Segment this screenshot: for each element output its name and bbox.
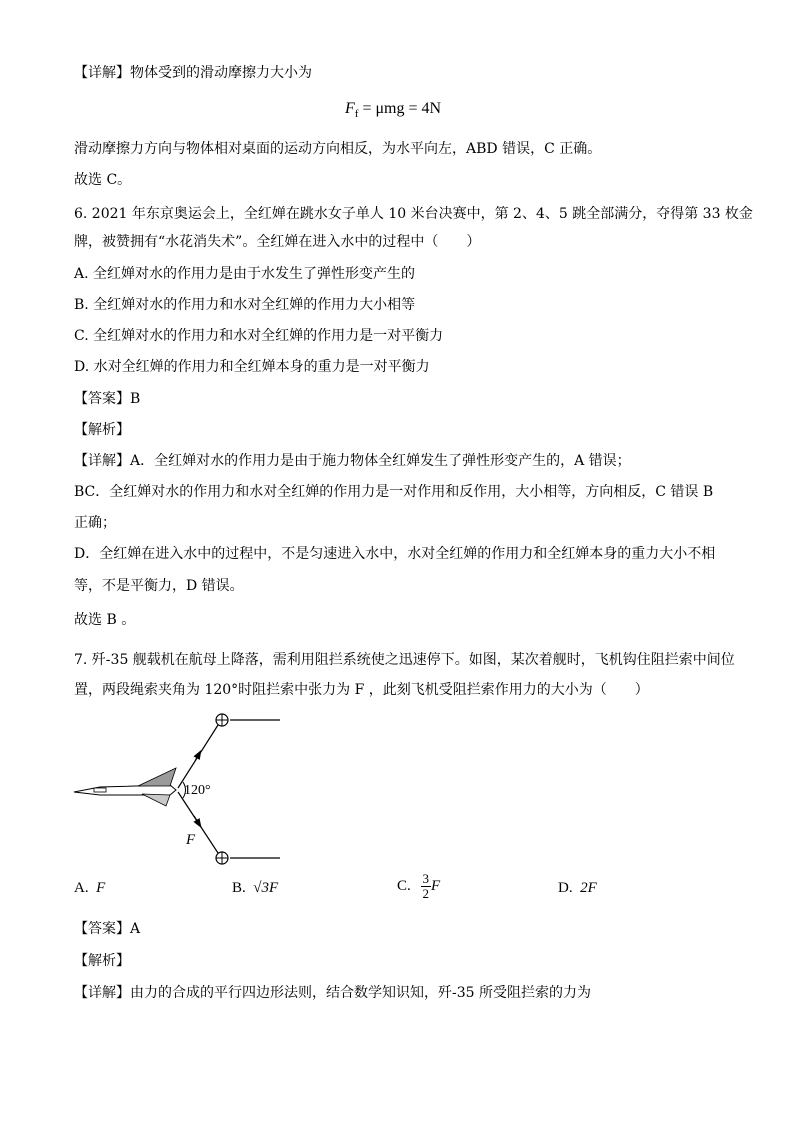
explanation-text: D．全红婵在进入水中的过程中，不是匀速进入水中，水对全红婵的作用力和全红婵本身的重力大小不相 [74, 546, 716, 562]
fraction-denominator: 2 [422, 886, 430, 901]
choice-a-value: F [96, 880, 106, 896]
choice-a [74, 880, 105, 897]
option-d: D. 水对全红婵的作用力和全红婵本身的重力是一对平衡力 [74, 359, 430, 375]
explanation-text: 【详解】A．全红婵对水的作用力是由于施力物体全红婵发生了弹性形变产生的，A 错误； [74, 453, 631, 469]
answer-conclusion: 故选 B 。 [74, 612, 136, 628]
question-7-stem: 7. 歼-35 舰载机在航母上降落，需利用阻拦系统使之迅速停下。如图，某次着舰时，飞机钩住阻拦索中间位 [74, 652, 735, 668]
explanation-text: 正确； [74, 515, 116, 531]
choice-d-label: D. [558, 880, 573, 896]
explanation-text: 等，不是平衡力，D 错误。 [74, 578, 244, 594]
explanation-text: 【详解】物体受到的滑动摩擦力大小为 [74, 65, 312, 81]
explanation-text: BC．全红婵对水的作用力和水对全红婵的作用力是一对作用和反作用，大小相等，方向相反，C 错误 B [74, 484, 714, 500]
choice-d-value: 2F [580, 880, 597, 896]
analysis-label: 【解析】 [74, 422, 130, 438]
choice-c [397, 872, 440, 901]
friction-formula [345, 100, 441, 120]
choice-b-value: √3F [253, 880, 279, 896]
force-label: F [186, 832, 196, 848]
analysis-label: 【解析】 [74, 953, 130, 969]
formula-lhs: F [345, 100, 355, 117]
choice-b [232, 880, 278, 897]
arresting-cable-diagram [70, 708, 290, 868]
choice-a-label: A. [74, 880, 89, 896]
choice-d [558, 880, 597, 897]
choice-c-suffix: F [431, 877, 441, 894]
fraction-numerator: 3 [422, 871, 430, 886]
choice-c-label: C. [397, 877, 411, 894]
question-6-stem: 牌，被赞拥有“水花消失术”。全红婵在进入水中的过程中（ ） [74, 234, 481, 250]
option-a: A. 全红婵对水的作用力是由于水发生了弹性形变产生的 [74, 266, 416, 282]
aircraft [74, 768, 176, 806]
angle-label: 120° [184, 783, 211, 798]
question-7-stem: 置，两段绳索夹角为 120°时阻拦索中张力为 F ，此刻飞机受阻拦索作用力的大小为（ ） [74, 682, 649, 698]
formula-rhs: = μmg = 4N [358, 100, 442, 117]
formula-subscript: f [354, 108, 359, 121]
option-b: B. 全红婵对水的作用力和水对全红婵的作用力大小相等 [74, 297, 416, 313]
answer-label: 【答案】B [74, 391, 141, 407]
fraction [421, 872, 432, 901]
arrow-lower [194, 816, 199, 824]
explanation-text: 滑动摩擦力方向与物体相对桌面的运动方向相反，为水平向左，ABD 错误，C 正确。 [74, 141, 602, 157]
answer-label: 【答案】A [74, 921, 141, 937]
arrow-upper [195, 754, 199, 761]
choice-b-label: B. [232, 880, 246, 896]
answer-conclusion: 故选 C。 [74, 172, 132, 188]
question-6-stem: 6. 2021 年东京奥运会上，全红婵在跳水女子单人 10 米台决赛中，第 2、4、5 跳全部满分，夺得第 33 枚金 [74, 206, 753, 222]
explanation-text: 【详解】由力的合成的平行四边形法则，结合数学知识知，歼-35 所受阻拦索的力为 [74, 985, 591, 1001]
option-c: C. 全红婵对水的作用力和水对全红婵的作用力是一对平衡力 [74, 328, 444, 344]
